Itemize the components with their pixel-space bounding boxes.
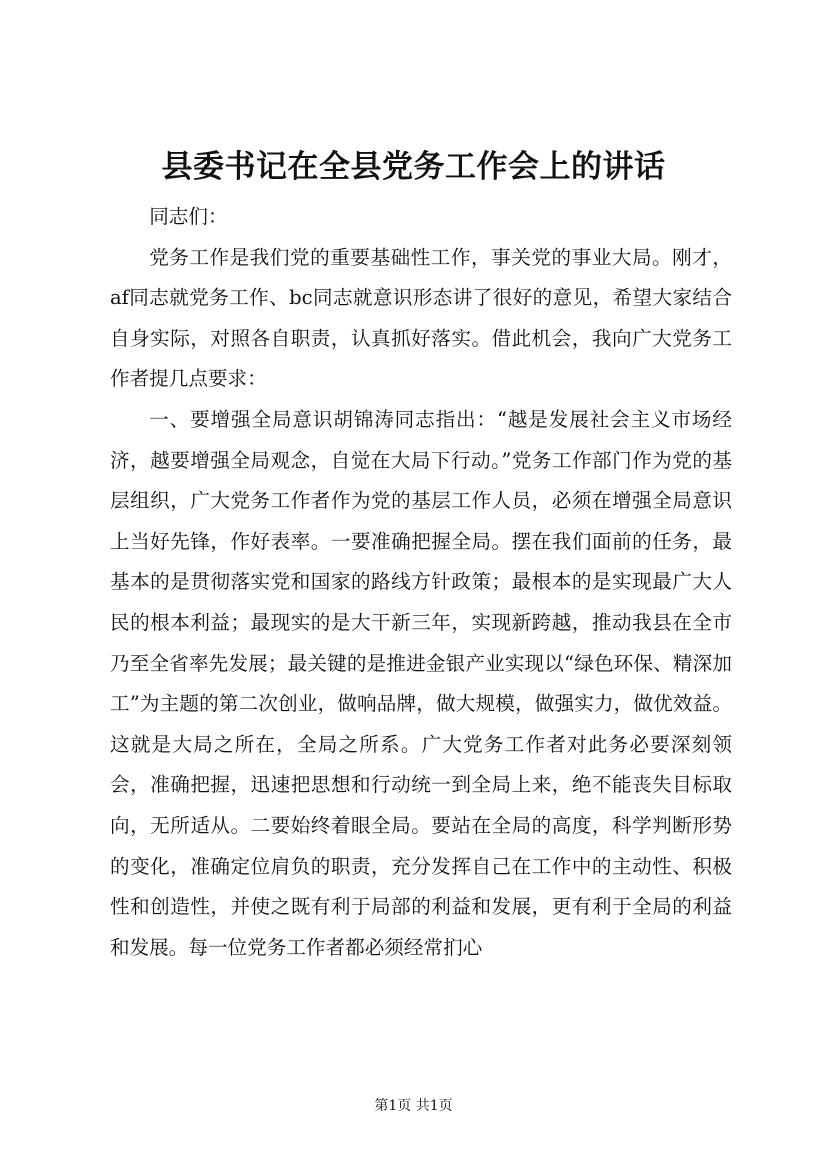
paragraph-1: 党务工作是我们党的重要基础性工作，事关党的事业大局。刚才，af同志就党务工作、bc同志就意识形态讲了很好的意见，希望大家结合自身实际，对照各自职责，认真抓好落实。借此机会，我向广大党务工作者提几点要求： (110, 245, 732, 391)
paragraph-2: 一、要增强全局意识胡锦涛同志指出：“越是发展社会主义市场经济，越要增强全局观念，自觉在大局下行动。”党务工作部门作为党的基层组织，广大党务工作者作为党的基层工作人员，必须在增强全局意识上当好先锋，作好表率。一要准确把握全局。摆在我们面前的任务，最基本的是贯彻落实党和国家的路线方针政策；最根本的是实现最广大人民的根本利益；最现实的是大干新三年，实现新跨越，推动我县在全市乃至全省率先发展；最关键的是推进金银产业实现以“绿色环保、精深加工”为主题的第二次创业，做响品牌，做大规模，做强实力，做优效益。这就是大局之所在，全局之所系。广大党务工作者对此务必要深刻领会，准确把握，迅速把思想和行动统一到全局上来，绝不能丧失目标取向，无所适从。二要始终着眼全局。要站在全局的高度，科学判断形势的变化，准确定位肩负的职责，充分发挥自己在工作中的主动性、积极性和创造性，并使之既有利于局部的利益和发展，更有利于全局的利益和发展。每一位党务工作者都必须经常扪心 (110, 407, 732, 959)
salutation: 同志们： (149, 205, 228, 228)
document-body (110, 197, 732, 968)
page-footer: 第1页 共1页 (374, 1098, 453, 1114)
document-title: 县委书记在全县党务工作会上的讲话 (161, 149, 666, 185)
